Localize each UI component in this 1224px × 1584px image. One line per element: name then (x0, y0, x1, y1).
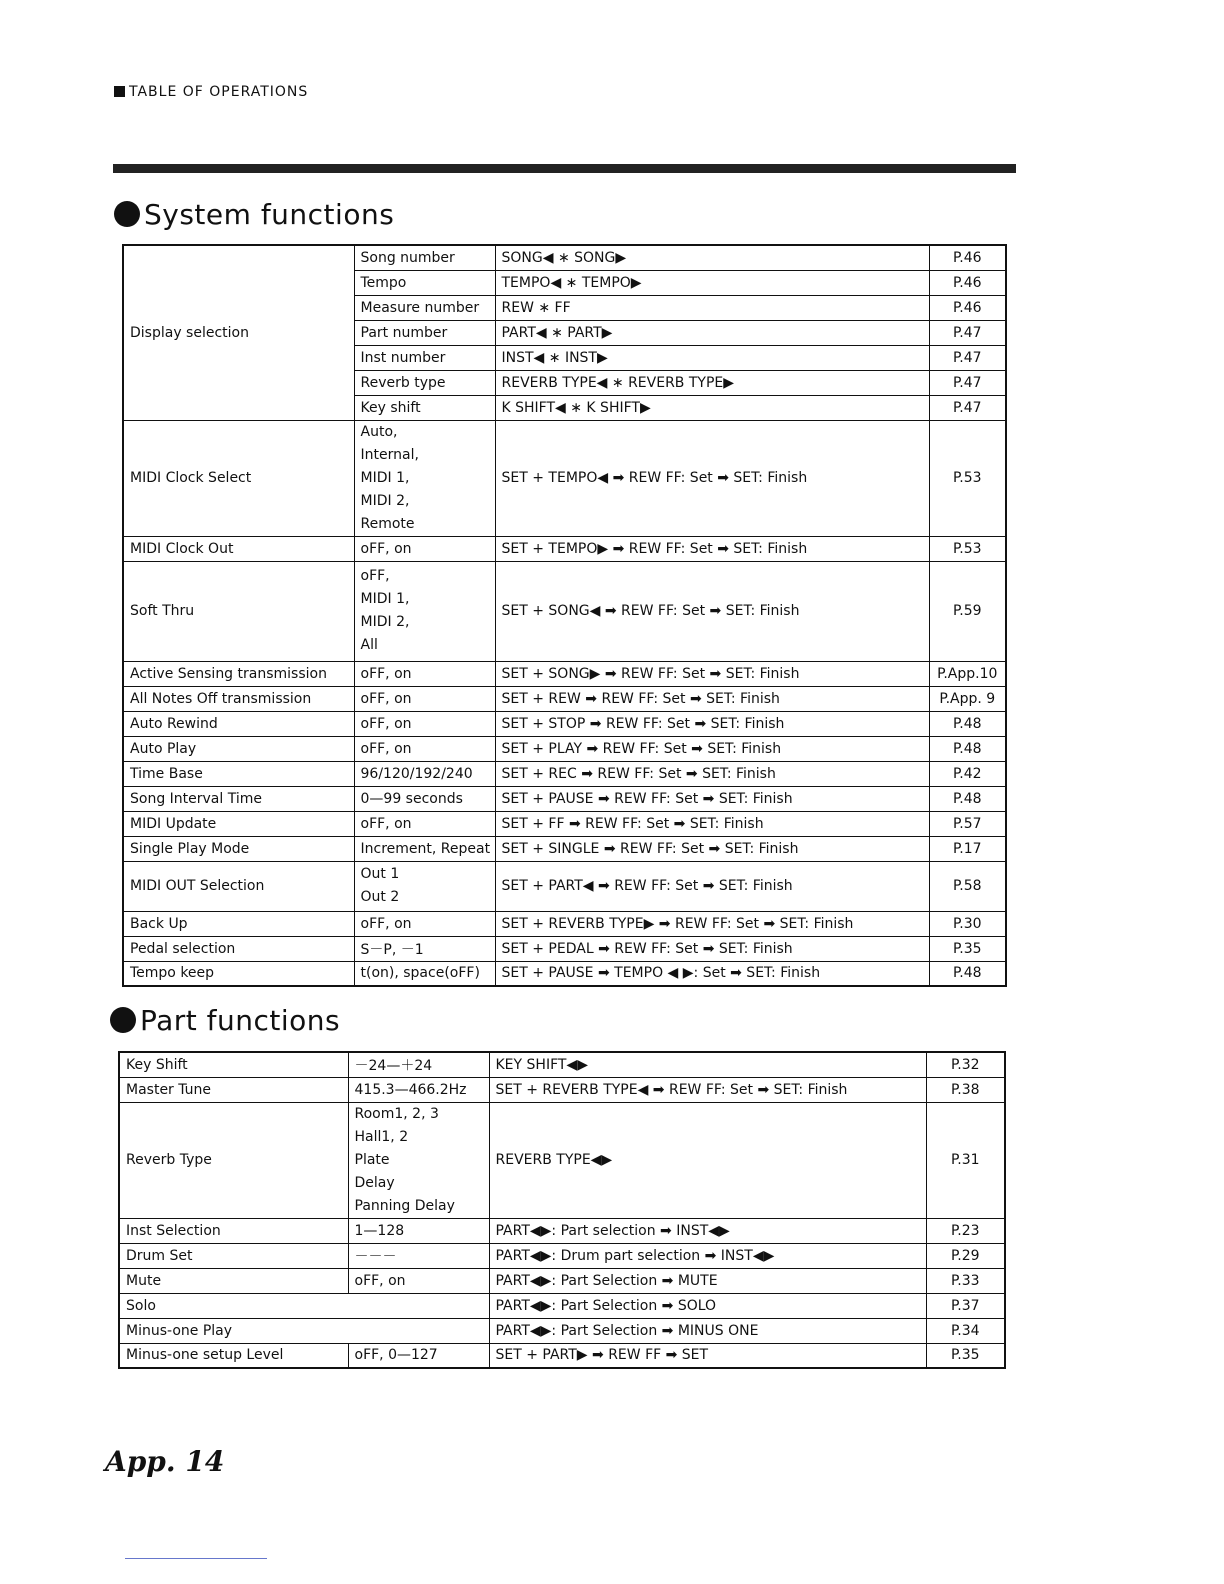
page-cell: P.38 (926, 1077, 1005, 1102)
page-cell: P.47 (929, 345, 1006, 370)
option-cell-line: Hall1, 2 (354, 1128, 409, 1145)
option-cell: －－－ (348, 1243, 489, 1268)
function-cell: Auto Play (123, 736, 354, 761)
table-row (123, 711, 1006, 736)
function-cell: MIDI Clock Select (123, 420, 354, 536)
function-cell: All Notes Off transmission (123, 686, 354, 711)
option-cell: －24—＋24 (348, 1052, 489, 1077)
operation-cell: REVERB TYPE◀ ∗ REVERB TYPE▶ (495, 370, 929, 395)
page-cell: P.23 (926, 1218, 1005, 1243)
option-cell: Reverb type (354, 370, 495, 395)
table-row (123, 811, 1006, 836)
option-cell: oFF, on (354, 536, 495, 561)
operation-cell: K SHIFT◀ ∗ K SHIFT▶ (495, 395, 929, 420)
page-cell: P.App.10 (929, 661, 1006, 686)
page-cell: P.App. 9 (929, 686, 1006, 711)
operation-cell: SET + REVERB TYPE◀ ➡ REW FF: Set ➡ SET: Finish (489, 1077, 926, 1102)
table-row (123, 661, 1006, 686)
page-cell: P.32 (926, 1052, 1005, 1077)
option-cell: oFF, on (354, 711, 495, 736)
option-cell: Tempo (354, 270, 495, 295)
table-row (119, 1293, 1005, 1318)
option-cell: oFF, on (354, 661, 495, 686)
operation-cell: SET + PART◀ ➡ REW FF: Set ➡ SET: Finish (495, 861, 929, 911)
page-cell: P.30 (929, 911, 1006, 936)
function-cell: MIDI OUT Selection (123, 861, 354, 911)
operation-cell: PART◀▶: Part Selection ➡ SOLO (489, 1293, 926, 1318)
operation-cell: SET + TEMPO▶ ➡ REW FF: Set ➡ SET: Finish (495, 536, 929, 561)
function-cell: Inst Selection (119, 1218, 348, 1243)
page-cell: P.58 (929, 861, 1006, 911)
table-row (123, 536, 1006, 561)
function-cell: Pedal selection (123, 936, 354, 961)
function-cell: Auto Rewind (123, 711, 354, 736)
page-cell: P.35 (926, 1343, 1005, 1368)
option-cell: oFF, on (354, 686, 495, 711)
option-cell (354, 861, 495, 911)
table-row (119, 1077, 1005, 1102)
page-cell: P.57 (929, 811, 1006, 836)
table-row (123, 761, 1006, 786)
option-cell-line: Out 1 (360, 866, 400, 882)
operation-cell: PART◀▶: Part Selection ➡ MINUS ONE (489, 1318, 926, 1343)
operation-cell: SET + PAUSE ➡ TEMPO ◀ ▶: Set ➡ SET: Finish (495, 961, 929, 986)
table-row (119, 1318, 1005, 1343)
option-cell: oFF, 0—127 (348, 1343, 489, 1368)
function-cell: MIDI Update (123, 811, 354, 836)
option-cell: Part number (354, 320, 495, 345)
option-cell: Inst number (354, 345, 495, 370)
option-cell-line: MIDI 2, (360, 492, 410, 509)
option-cell-line: Delay (354, 1174, 395, 1191)
operation-cell: SET + REVERB TYPE▶ ➡ REW FF: Set ➡ SET: Finish (495, 911, 929, 936)
option-cell: Key shift (354, 395, 495, 420)
page-cell: P.47 (929, 395, 1006, 420)
operation-cell: INST◀ ∗ INST▶ (495, 345, 929, 370)
table-row (123, 836, 1006, 861)
option-cell: t(on), space(oFF) (354, 961, 495, 986)
option-cell: 0—99 seconds (354, 786, 495, 811)
page-header (114, 84, 308, 100)
page-cell: P.48 (929, 736, 1006, 761)
footer-underline (125, 1558, 267, 1559)
bullet-icon (110, 1007, 136, 1033)
page-cell: P.46 (929, 270, 1006, 295)
page-cell: P.17 (929, 836, 1006, 861)
bullet-icon (114, 201, 140, 227)
option-cell: Increment, Repeat (354, 836, 495, 861)
function-cell: Soft Thru (123, 561, 354, 661)
function-cell: Key Shift (119, 1052, 348, 1077)
part-functions-table (118, 1051, 1006, 1369)
page-cell: P.59 (929, 561, 1006, 661)
function-cell: Single Play Mode (123, 836, 354, 861)
function-cell: Master Tune (119, 1077, 348, 1102)
table-row (123, 911, 1006, 936)
option-cell: 415.3—466.2Hz (348, 1077, 489, 1102)
table-row (119, 1052, 1005, 1077)
table-row (123, 936, 1006, 961)
page-cell: P.42 (929, 761, 1006, 786)
page-number: App. 14 (105, 1445, 225, 1478)
option-cell-line: Internal, (360, 446, 419, 463)
function-cell: Time Base (123, 761, 354, 786)
header-rule (113, 164, 1016, 173)
option-cell (354, 561, 495, 661)
table-row (119, 1218, 1005, 1243)
table-row (123, 420, 1006, 536)
table-row (123, 561, 1006, 661)
function-cell: Display selection (123, 245, 354, 420)
function-cell: Minus-one Play (119, 1318, 489, 1343)
operation-cell: PART◀ ∗ PART▶ (495, 320, 929, 345)
operation-cell: REW ∗ FF (495, 295, 929, 320)
option-cell-line: Panning Delay (354, 1197, 455, 1214)
operation-cell: SET + PART▶ ➡ REW FF ➡ SET (489, 1343, 926, 1368)
operation-cell: SET + FF ➡ REW FF: Set ➡ SET: Finish (495, 811, 929, 836)
page-cell: P.46 (929, 245, 1006, 270)
operation-cell: SET + PEDAL ➡ REW FF: Set ➡ SET: Finish (495, 936, 929, 961)
function-cell: Mute (119, 1268, 348, 1293)
operation-cell: SET + REW ➡ REW FF: Set ➡ SET: Finish (495, 686, 929, 711)
operation-cell: SET + REC ➡ REW FF: Set ➡ SET: Finish (495, 761, 929, 786)
system-functions-table (122, 244, 1007, 987)
table-row (119, 1268, 1005, 1293)
function-cell: Drum Set (119, 1243, 348, 1268)
page-cell: P.29 (926, 1243, 1005, 1268)
square-bullet-icon (114, 86, 125, 97)
page-cell: P.48 (929, 961, 1006, 986)
operation-cell: TEMPO◀ ∗ TEMPO▶ (495, 270, 929, 295)
option-cell: oFF, on (354, 736, 495, 761)
table-row (123, 786, 1006, 811)
table-row (123, 961, 1006, 986)
page-cell: P.48 (929, 786, 1006, 811)
function-cell: Active Sensing transmission (123, 661, 354, 686)
page-cell: P.33 (926, 1268, 1005, 1293)
option-cell (354, 420, 495, 536)
operation-cell: SET + STOP ➡ REW FF: Set ➡ SET: Finish (495, 711, 929, 736)
option-cell-line: All (360, 637, 378, 653)
option-cell-line: Plate (354, 1151, 390, 1168)
option-cell: 1—128 (348, 1218, 489, 1243)
option-cell: S－P, －1 (354, 936, 495, 961)
operation-cell: SONG◀ ∗ SONG▶ (495, 245, 929, 270)
page-cell: P.34 (926, 1318, 1005, 1343)
option-cell-line: oFF, (360, 568, 390, 584)
table-row (119, 1243, 1005, 1268)
option-cell: Measure number (354, 295, 495, 320)
table-row (123, 861, 1006, 911)
part-functions-title: Part functions (110, 1004, 340, 1037)
table-row (123, 736, 1006, 761)
option-cell: Song number (354, 245, 495, 270)
page-cell: P.31 (926, 1102, 1005, 1218)
table-row (123, 245, 1006, 270)
system-functions-title: System functions (114, 198, 394, 231)
option-cell-line: MIDI 2, (360, 614, 410, 630)
table-row (119, 1343, 1005, 1368)
option-cell-line: Out 2 (360, 889, 400, 905)
option-cell-line: Room1, 2, 3 (354, 1105, 439, 1122)
operation-cell: SET + PLAY ➡ REW FF: Set ➡ SET: Finish (495, 736, 929, 761)
table-row (123, 686, 1006, 711)
page-header-text: TABLE OF OPERATIONS (129, 84, 309, 100)
operation-cell: SET + PAUSE ➡ REW FF: Set ➡ SET: Finish (495, 786, 929, 811)
function-cell: MIDI Clock Out (123, 536, 354, 561)
function-cell: Solo (119, 1293, 489, 1318)
page-cell: P.53 (929, 420, 1006, 536)
function-cell: Back Up (123, 911, 354, 936)
function-cell: Tempo keep (123, 961, 354, 986)
page-cell: P.35 (929, 936, 1006, 961)
operation-cell: SET + SONG◀ ➡ REW FF: Set ➡ SET: Finish (495, 561, 929, 661)
function-cell: Minus-one setup Level (119, 1343, 348, 1368)
operation-cell: SET + TEMPO◀ ➡ REW FF: Set ➡ SET: Finish (495, 420, 929, 536)
function-cell: Song Interval Time (123, 786, 354, 811)
option-cell-line: MIDI 1, (360, 591, 410, 607)
option-cell: 96/120/192/240 (354, 761, 495, 786)
operation-cell: SET + SINGLE ➡ REW FF: Set ➡ SET: Finish (495, 836, 929, 861)
operation-cell: SET + SONG▶ ➡ REW FF: Set ➡ SET: Finish (495, 661, 929, 686)
operation-cell: REVERB TYPE◀▶ (489, 1102, 926, 1218)
page-cell: P.47 (929, 320, 1006, 345)
page-cell: P.46 (929, 295, 1006, 320)
option-cell-line: Remote (360, 515, 415, 532)
option-cell-line: Auto, (360, 423, 398, 440)
option-cell-line: MIDI 1, (360, 469, 410, 486)
table-row (119, 1102, 1005, 1218)
page-cell: P.48 (929, 711, 1006, 736)
operation-cell: PART◀▶: Part Selection ➡ MUTE (489, 1268, 926, 1293)
option-cell: oFF, on (348, 1268, 489, 1293)
option-cell: oFF, on (354, 911, 495, 936)
option-cell (348, 1102, 489, 1218)
operation-cell: PART◀▶: Part selection ➡ INST◀▶ (489, 1218, 926, 1243)
page-cell: P.37 (926, 1293, 1005, 1318)
function-cell: Reverb Type (119, 1102, 348, 1218)
page-cell: P.47 (929, 370, 1006, 395)
option-cell: oFF, on (354, 811, 495, 836)
operation-cell: KEY SHIFT◀▶ (489, 1052, 926, 1077)
operation-cell: PART◀▶: Drum part selection ➡ INST◀▶ (489, 1243, 926, 1268)
page-cell: P.53 (929, 536, 1006, 561)
